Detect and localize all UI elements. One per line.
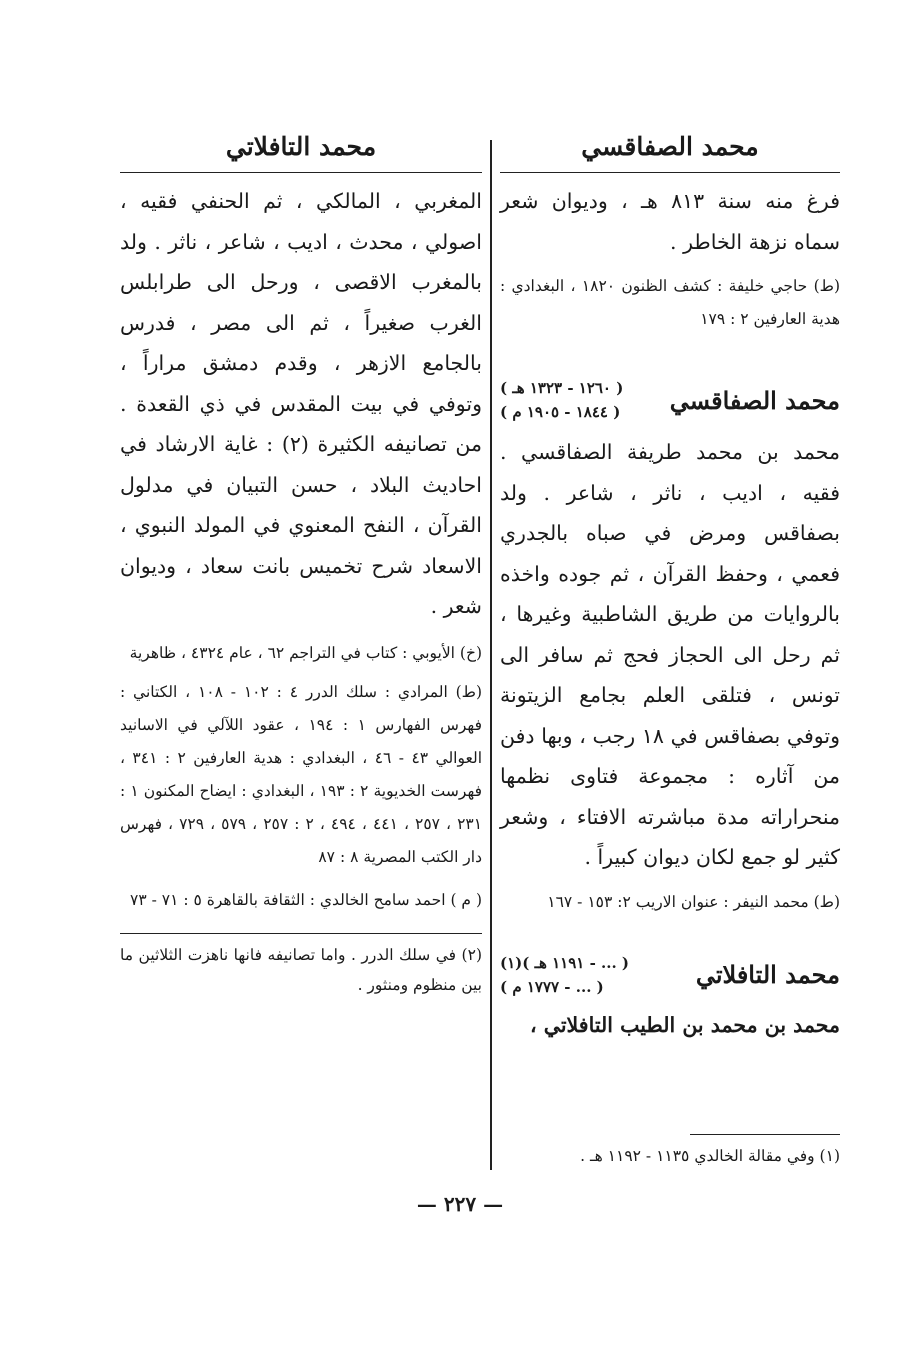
entry-body: محمد بن محمد طريفة الصفاقسي . فقيه ، اديب ، ناثر ، شاعر . ولد بصفاقس ومرض في صباه بالجدري فعمي ، وحفظ القرآن ، ثم جوده واخذه بالروايات من طريق الشاطبية وغيرها ، ثم رحل الى الحجاز فحج ثم سافر الى تونس ، فتلقى العلم بجامع الزيتونة وتوفي بصفاقس في ١٨ رجب ، وبها دفن من آثاره : مجموعة فتاوى نظمها منحراراته مدة مباشرته الافتاء ، وشعر كثير لو جمع لكان ديوان كبيراً . (500, 440, 840, 869)
footnote-text: (٢) في سلك الدرر . واما تصانيفه فانها ناهزت الثلاثين ما بين منظوم ومنثور . (120, 945, 482, 994)
dates-hijri: ( ١٢٦٠ - ١٣٢٣ هـ ) (500, 379, 624, 397)
left-column (120, 122, 482, 1000)
right-column (500, 122, 840, 1045)
page-number: — ٢٢٧ — (416, 1192, 504, 1216)
source-magazine: ( م ) احمد سامح الخالدي : الثقافة بالقاهرة ٥ : ٧١ - ٧٣ (130, 890, 482, 909)
entry-name: محمد التافلاتي (695, 960, 840, 989)
column-divider (490, 140, 492, 1170)
dates-gregorian: ( ... - ١٧٧٧ م ) (500, 977, 604, 996)
entry-heading (500, 376, 840, 424)
left-footnote (120, 933, 482, 1000)
entry-dates (500, 376, 623, 424)
entry-safaqsi (500, 376, 840, 919)
continuation-text: فرغ منه سنة ٨١٣ هـ ، وديوان شعر سماه نزهة الخاطر . (500, 189, 841, 254)
right-running-header: محمد الصفاقسي (500, 122, 840, 173)
entry-tafilalti (500, 951, 840, 1046)
entry-dates (500, 951, 629, 999)
source-printed: (ط) المرادي : سلك الدرر ٤ : ١٠٢ - ١٠٨ ، الكتاني : فهرس الفهارس ١ : ١٩٤ ، عقود اللآلي في الاسانيد العوالي ٤٣ - ٤٦ ، البغدادي : هدية العارفين ٢ : ٣٤١ ، فهرست الخديوية ٢ : ١٩٣ ، البغدادي : ايضاح المكنون ١ : ٢٣١ ، ٢٥٧ ، ٤٤١ ، ٤٩٤ ، ٢ : ٢٥٧ ، ٥٧٩ ، ٧٢٩ ، فهرس دار الكتب المصرية ٨ : ٨٧ (120, 682, 483, 866)
left-running-header: محمد التافلاتي (120, 122, 482, 173)
entry-source: (ط) محمد النيفر : عنوان الاريب ٢: ١٥٣ - ١٦٧ (547, 892, 840, 911)
entry-body: محمد بن محمد بن الطيب التافلاتي ، (530, 1012, 840, 1037)
footnote-text: (١) وفي مقالة الخالدي ١١٣٥ - ١١٩٢ هـ . (580, 1147, 840, 1165)
footnote-separator (690, 1134, 840, 1135)
entry-heading (500, 951, 840, 999)
entry-body-continued: المغربي ، المالكي ، ثم الحنفي فقيه ، اصولي ، محدث ، اديب ، شاعر ، ناثر . ولد بالمغرب الاقصى ، ورحل الى طرابلس الغرب صغيراً ، ثم الى مصر ، فدرس بالجامع الازهر ، وقدم دمشق مراراً ، وتوفي في بيت المقدس في ذي القعدة . من تصانيفه الكثيرة (٢) : غاية الارشاد في احاديث البلاد ، حسن التبيان في مدلول القرآن ، النفح المعنوي في المولد النبوي ، الاسعاد شرح تخميس بانت سعاد ، وديوان شعر . (120, 189, 482, 618)
dates-gregorian: ( ١٨٤٤ - ١٩٠٥ م ) (500, 403, 621, 421)
dates-hijri: ( ... - ١١٩١ هـ )(١) (500, 953, 630, 972)
entry-name: محمد الصفاقسي (669, 385, 840, 415)
continuation-source: (ط) حاجي خليفة : كشف الظنون ١٨٢٠ ، البغدادي : هدية العارفين ٢ : ١٧٩ (500, 277, 840, 328)
right-footnote (500, 1134, 840, 1171)
source-manuscript: (خ) الأيوبي : كتاب في التراجم ٦٢ ، عام ٤٣٢٤ ، ظاهرية (129, 643, 482, 662)
